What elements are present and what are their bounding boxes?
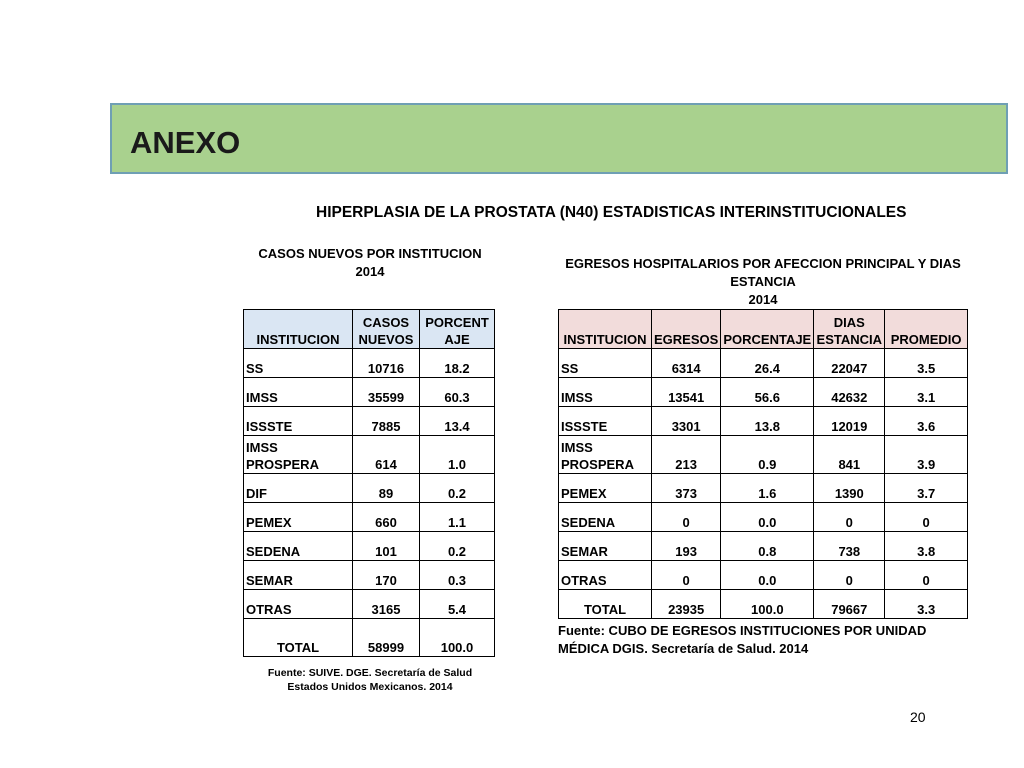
value-cell: 1.6 [721,474,814,503]
institution-cell: SS [244,349,353,378]
left-source-line1: Fuente: SUIVE. DGE. Secretaría de Salud [267,667,473,679]
value-cell: 0.8 [721,532,814,561]
page-number: 20 [910,709,926,725]
value-cell: 3.9 [885,436,968,474]
anexo-banner [110,103,1008,174]
egresos-table [558,309,968,619]
value-cell: 60.3 [420,378,495,407]
table-row [559,474,968,503]
total-row [559,590,968,619]
value-cell: 13541 [652,378,721,407]
table-row [244,503,495,532]
left-source-note [245,666,495,694]
value-cell: 0.0 [721,503,814,532]
value-cell: 3.8 [885,532,968,561]
total-value: 79667 [814,590,885,619]
table-row [559,436,968,474]
institution-cell: IMSS [244,378,353,407]
value-cell: 3.7 [885,474,968,503]
value-cell: 0.9 [721,436,814,474]
table-row [559,378,968,407]
col-header: EGRESOS [652,310,721,349]
value-cell: 738 [814,532,885,561]
value-cell: 101 [353,532,420,561]
value-cell: 1390 [814,474,885,503]
col-header: CASOS NUEVOS [353,310,420,349]
value-cell: 89 [353,474,420,503]
table-row [559,532,968,561]
institution-cell: ISSSTE [559,407,652,436]
value-cell: 1.0 [420,436,495,474]
value-cell: 18.2 [420,349,495,378]
total-value: 3.3 [885,590,968,619]
value-cell: 13.8 [721,407,814,436]
right-source-line2: MÉDICA DGIS. Secretaría de Salud. 2014 [558,641,809,656]
value-cell: 7885 [353,407,420,436]
total-value: 23935 [652,590,721,619]
institution-cell: SEDENA [244,532,353,561]
col-header: PROMEDIO [885,310,968,349]
right-table-title [548,255,978,309]
col-header: PORCENTAJE [721,310,814,349]
value-cell: 3165 [353,590,420,619]
value-cell: 26.4 [721,349,814,378]
value-cell: 0 [652,561,721,590]
institution-cell: SEMAR [244,561,353,590]
table-row [559,503,968,532]
institution-cell: PEMEX [559,474,652,503]
table-row [559,349,968,378]
institution-cell: SEDENA [559,503,652,532]
value-cell: 0 [814,503,885,532]
total-value: 100.0 [721,590,814,619]
institution-cell: IMSS PROSPERA [244,436,353,474]
institution-cell: SEMAR [559,532,652,561]
value-cell: 373 [652,474,721,503]
table-row [244,407,495,436]
table-row [244,349,495,378]
value-cell: 3301 [652,407,721,436]
left-table-title [245,245,495,281]
value-cell: 35599 [353,378,420,407]
left-title-line1: CASOS NUEVOS POR INSTITUCION [258,246,482,261]
institution-cell: OTRAS [559,561,652,590]
value-cell: 42632 [814,378,885,407]
institution-cell: SS [559,349,652,378]
total-label: TOTAL [244,619,353,657]
institution-cell: IMSS PROSPERA [559,436,652,474]
table-row [244,378,495,407]
table-row [244,532,495,561]
value-cell: 56.6 [721,378,814,407]
left-source-line2: Estados Unidos Mexicanos. 2014 [287,681,453,693]
institution-cell: PEMEX [244,503,353,532]
value-cell: 841 [814,436,885,474]
left-title-line2: 2014 [355,264,385,279]
value-cell: 0 [814,561,885,590]
value-cell: 5.4 [420,590,495,619]
value-cell: 170 [353,561,420,590]
right-title-line2: ESTANCIA [730,274,796,289]
table-row [244,436,495,474]
value-cell: 0 [885,561,968,590]
banner-title: ANEXO [130,125,241,160]
total-value: 100.0 [420,619,495,657]
col-header: INSTITUCION [559,310,652,349]
value-cell: 193 [652,532,721,561]
value-cell: 3.1 [885,378,968,407]
value-cell: 6314 [652,349,721,378]
institution-cell: IMSS [559,378,652,407]
value-cell: 3.5 [885,349,968,378]
main-title: HIPERPLASIA DE LA PROSTATA (N40) ESTADISTICAS INTERINSTITUCIONALES [316,204,907,221]
value-cell: 0.2 [420,532,495,561]
table-row [244,474,495,503]
value-cell: 660 [353,503,420,532]
total-label: TOTAL [559,590,652,619]
table-row [244,590,495,619]
value-cell: 0 [652,503,721,532]
institution-cell: DIF [244,474,353,503]
value-cell: 213 [652,436,721,474]
value-cell: 0.0 [721,561,814,590]
value-cell: 0.2 [420,474,495,503]
total-value: 58999 [353,619,420,657]
value-cell: 0.3 [420,561,495,590]
total-row [244,619,495,657]
col-header: DIAS ESTANCIA [814,310,885,349]
right-title-line1: EGRESOS HOSPITALARIOS POR AFECCION PRINCIPAL Y DIAS [565,256,961,271]
table-row [559,407,968,436]
col-header: INSTITUCION [244,310,353,349]
institution-cell: OTRAS [244,590,353,619]
table-row [244,561,495,590]
value-cell: 1.1 [420,503,495,532]
casos-nuevos-table [243,309,495,657]
col-header: PORCENTAJE [420,310,495,349]
right-source-line1: Fuente: CUBO DE EGRESOS INSTITUCIONES POR UNIDAD [558,623,927,638]
value-cell: 10716 [353,349,420,378]
value-cell: 3.6 [885,407,968,436]
value-cell: 614 [353,436,420,474]
institution-cell: ISSSTE [244,407,353,436]
value-cell: 22047 [814,349,885,378]
right-source-note [558,622,978,658]
value-cell: 12019 [814,407,885,436]
value-cell: 13.4 [420,407,495,436]
right-title-line3: 2014 [748,292,778,307]
value-cell: 0 [885,503,968,532]
table-row [559,561,968,590]
